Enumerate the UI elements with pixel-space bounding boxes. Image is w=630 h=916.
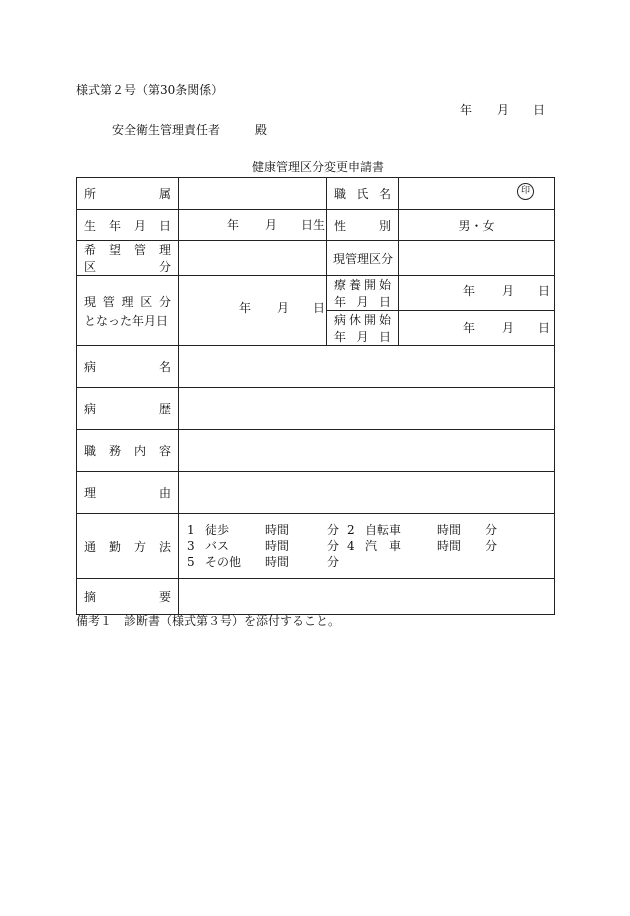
date-year-label: 年 bbox=[460, 103, 473, 117]
current-month: 月 bbox=[277, 301, 290, 315]
sex-value: 男・女 bbox=[458, 218, 495, 233]
current-category-field[interactable] bbox=[399, 241, 555, 276]
treatment-start-label-cell bbox=[327, 276, 399, 311]
name-label: 職 氏 名 bbox=[334, 187, 391, 201]
leave-day: 日 bbox=[538, 321, 551, 335]
name-label-cell bbox=[327, 178, 399, 210]
current-date-field[interactable] bbox=[179, 276, 327, 346]
commute-hours: 時間 bbox=[437, 523, 462, 537]
current-category-label-cell bbox=[327, 241, 399, 276]
commute-minutes: 分 bbox=[485, 523, 498, 537]
desired-category-label-cell bbox=[77, 241, 179, 276]
footnote: 備考１ 診断書（様式第３号）を添付すること。 bbox=[76, 614, 341, 628]
commute-num: 4 bbox=[347, 539, 355, 553]
sex-label-cell bbox=[327, 210, 399, 241]
commute-label-cell bbox=[77, 514, 179, 579]
reason-field[interactable] bbox=[179, 472, 555, 514]
commute-minutes: 分 bbox=[485, 539, 498, 553]
leave-month: 月 bbox=[502, 321, 515, 335]
treatment-start-label-1: 療 養 開 始 bbox=[334, 278, 391, 292]
current-date-label-1: 現 管 理 区 分 bbox=[84, 294, 171, 309]
leave-start-label-2: 年 月 日 bbox=[334, 330, 391, 344]
form-title: 健康管理区分変更申請書 bbox=[252, 160, 385, 174]
application-form-table bbox=[76, 177, 555, 615]
addressee-title: 安全衛生管理責任者 bbox=[112, 123, 221, 137]
commute-field[interactable] bbox=[179, 514, 555, 579]
commute-num: 1 bbox=[187, 523, 195, 537]
sex-label: 性 別 bbox=[334, 218, 391, 233]
duties-label: 職 務 内 容 bbox=[84, 444, 171, 458]
commute-mode: 自転車 bbox=[365, 523, 402, 537]
commute-row bbox=[187, 522, 546, 538]
commute-hours: 時間 bbox=[265, 555, 290, 569]
affiliation-field[interactable] bbox=[179, 178, 327, 210]
sex-field[interactable] bbox=[399, 210, 555, 241]
seal-mark: 印 bbox=[517, 183, 534, 200]
commute-label: 通 勤 方 法 bbox=[84, 539, 171, 554]
history-field[interactable] bbox=[179, 388, 555, 430]
current-category-label: 現管理区分 bbox=[333, 251, 394, 266]
commute-hours: 時間 bbox=[265, 523, 290, 537]
history-label: 病 歴 bbox=[84, 402, 171, 416]
desired-category-label-2: 区 分 bbox=[84, 260, 171, 274]
birth-month: 月 bbox=[265, 218, 278, 232]
commute-row bbox=[187, 538, 546, 554]
treatment-start-label-2: 年 月 日 bbox=[334, 295, 391, 309]
treatment-year: 年 bbox=[463, 284, 476, 298]
commute-minutes: 分 bbox=[327, 555, 340, 569]
affiliation-label: 所 属 bbox=[84, 187, 171, 201]
form-number: 様式第２号（第30条関係） bbox=[76, 83, 224, 97]
treatment-start-field[interactable] bbox=[399, 276, 555, 311]
birth-label-cell bbox=[77, 210, 179, 241]
leave-start-label-cell bbox=[327, 311, 399, 346]
commute-num: 3 bbox=[187, 539, 195, 553]
leave-start-label-1: 病 休 開 始 bbox=[334, 313, 391, 327]
addressee-honorific: 殿 bbox=[255, 123, 268, 137]
reason-label: 理 由 bbox=[84, 486, 171, 500]
summary-label-cell bbox=[77, 579, 179, 615]
commute-num: 2 bbox=[347, 523, 355, 537]
commute-mode: バス bbox=[205, 539, 230, 553]
desired-category-label-1: 希 望 管 理 bbox=[84, 243, 171, 257]
current-day: 日 bbox=[313, 301, 326, 315]
disease-field[interactable] bbox=[179, 346, 555, 388]
commute-row bbox=[187, 554, 546, 570]
treatment-month: 月 bbox=[502, 284, 515, 298]
current-date-label-cell bbox=[77, 276, 179, 346]
leave-start-field[interactable] bbox=[399, 311, 555, 346]
commute-hours: 時間 bbox=[437, 539, 462, 553]
leave-year: 年 bbox=[463, 321, 476, 335]
birth-day-suffix: 日生 bbox=[301, 218, 326, 232]
date-day-label: 日 bbox=[533, 103, 546, 117]
commute-minutes: 分 bbox=[327, 539, 340, 553]
birth-label: 生 年 月 日 bbox=[84, 218, 171, 233]
commute-hours: 時間 bbox=[265, 539, 290, 553]
duties-field[interactable] bbox=[179, 430, 555, 472]
commute-minutes: 分 bbox=[327, 523, 340, 537]
commute-mode: その他 bbox=[205, 555, 242, 569]
reason-label-cell bbox=[77, 472, 179, 514]
history-label-cell bbox=[77, 388, 179, 430]
commute-mode: 徒歩 bbox=[205, 523, 230, 537]
desired-category-field[interactable] bbox=[179, 241, 327, 276]
affiliation-label-cell bbox=[77, 178, 179, 210]
summary-label: 摘 要 bbox=[84, 590, 171, 604]
duties-label-cell bbox=[77, 430, 179, 472]
treatment-day: 日 bbox=[538, 284, 551, 298]
birth-date-field[interactable] bbox=[179, 210, 327, 241]
summary-field[interactable] bbox=[179, 579, 555, 615]
commute-mode: 汽 車 bbox=[365, 539, 402, 553]
disease-label: 病 名 bbox=[84, 360, 171, 374]
current-year: 年 bbox=[239, 301, 252, 315]
disease-label-cell bbox=[77, 346, 179, 388]
commute-num: 5 bbox=[187, 555, 195, 569]
date-month-label: 月 bbox=[497, 103, 510, 117]
birth-year: 年 bbox=[227, 218, 240, 232]
current-date-label-2: となった年月日 bbox=[84, 313, 169, 328]
